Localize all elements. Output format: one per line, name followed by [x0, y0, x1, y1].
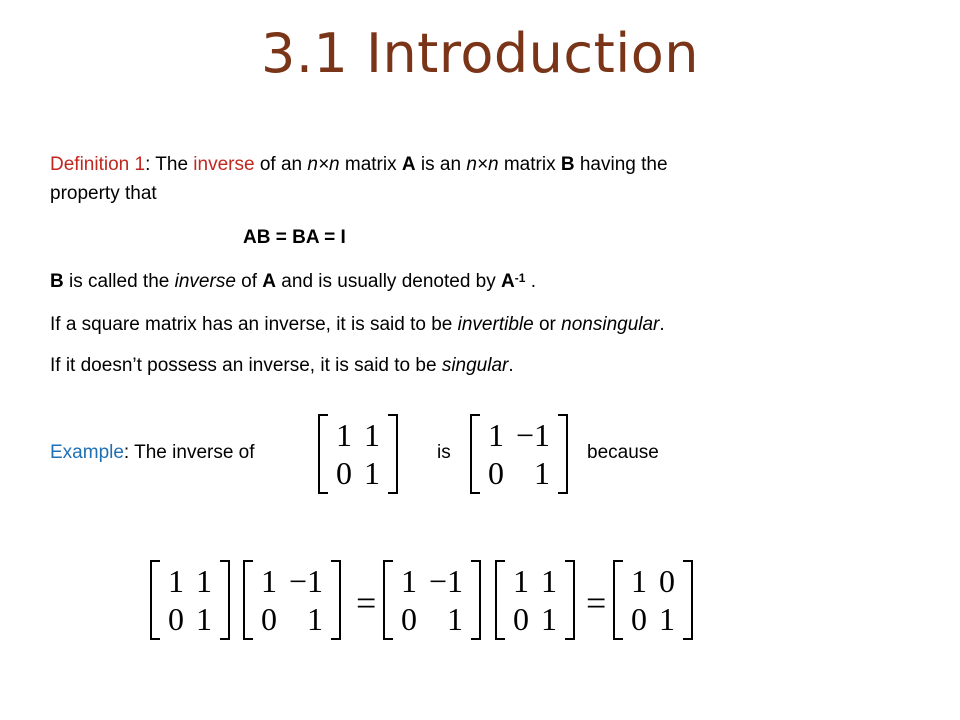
matrix-cell: 1 [659, 601, 675, 637]
term-invertible: invertible [457, 314, 534, 335]
matrix-cell: 0 [488, 455, 504, 491]
definition-text: having the [574, 154, 668, 175]
definition-text: matrix [498, 154, 561, 175]
matrix-cell: 1 [168, 563, 184, 599]
matrix-A: A [262, 271, 277, 292]
definition-line-1 [50, 153, 668, 177]
nxn-symbol: n×n [466, 154, 499, 175]
matrix-cell: 1 [336, 417, 352, 453]
term-singular: singular [441, 355, 509, 376]
definition-text: matrix [339, 154, 402, 175]
matrix-cell: 0 [168, 601, 184, 637]
matrix-cell: 0 [631, 601, 647, 637]
matrix-cell: 0 [513, 601, 529, 637]
matrix-cell: 1 [534, 455, 551, 491]
matrix-cell: −1 [429, 563, 464, 599]
matrix-cell: 1 [488, 417, 504, 453]
example-matrix-1 [318, 414, 398, 494]
definition-text: is an [415, 154, 467, 175]
product-matrix-2 [243, 560, 341, 640]
slide-title: 3.1 Introduction [260, 22, 700, 85]
nxn-symbol: n×n [307, 154, 340, 175]
matrix-A-inverse: A [501, 271, 515, 292]
inverse-sentence [50, 270, 536, 294]
product-matrix-1 [150, 560, 230, 640]
matrix-cell: −1 [289, 563, 324, 599]
matrix-B: B [50, 271, 64, 292]
matrix-cell: 1 [447, 601, 464, 637]
matrix-cell: 1 [261, 563, 277, 599]
example-line [50, 441, 255, 465]
matrix-cell: 1 [196, 563, 212, 599]
matrix-cell: 0 [261, 601, 277, 637]
term-nonsingular: nonsingular [561, 314, 660, 335]
invertible-sentence [50, 313, 665, 337]
sentence-text: If it doesn’t possess an inverse, it is said to be [50, 355, 442, 376]
matrix-cell: 1 [541, 601, 557, 637]
matrix-cell: 1 [513, 563, 529, 599]
definition-label: Definition 1 [50, 154, 146, 175]
equals-sign-1: = [356, 583, 377, 623]
matrix-cell: 0 [401, 601, 417, 637]
sentence-text: . [659, 314, 665, 335]
example-text: : The inverse of [123, 442, 255, 463]
matrix-cell: 1 [364, 417, 380, 453]
product-matrix-result [613, 560, 693, 640]
product-matrix-3 [383, 560, 481, 640]
matrix-cell: 0 [336, 455, 352, 491]
matrix-cell: −1 [516, 417, 551, 453]
sentence-text: . [525, 271, 536, 292]
equals-sign-2: = [586, 583, 607, 623]
matrix-cell: 1 [364, 455, 380, 491]
matrix-cell: 1 [401, 563, 417, 599]
sentence-text: . [508, 355, 514, 376]
example-because: because [587, 442, 659, 463]
singular-sentence [50, 354, 514, 378]
matrix-cell: 1 [196, 601, 212, 637]
inverse-exponent: -1 [514, 271, 526, 285]
matrix-cell: 1 [307, 601, 324, 637]
example-is: is [437, 442, 451, 463]
example-label: Example [50, 442, 124, 463]
sentence-text: of [235, 271, 263, 292]
sentence-text: or [533, 314, 562, 335]
definition-text: : The [145, 154, 194, 175]
matrix-A: A [401, 154, 416, 175]
matrix-cell: 0 [659, 563, 675, 599]
product-matrix-4 [495, 560, 575, 640]
definition-line-2: property that [50, 183, 157, 204]
sentence-text: If a square matrix has an inverse, it is said to be [50, 314, 458, 335]
matrix-cell: 1 [541, 563, 557, 599]
sentence-text: and is usually denoted by [276, 271, 502, 292]
sentence-text: is called the [63, 271, 175, 292]
term-inverse: inverse [174, 271, 236, 292]
definition-term-inverse: inverse [193, 154, 255, 175]
example-matrix-2 [470, 414, 568, 494]
matrix-cell: 1 [631, 563, 647, 599]
definition-text: of an [254, 154, 308, 175]
definition-equation: AB = BA = I [243, 227, 346, 248]
matrix-B: B [560, 154, 575, 175]
